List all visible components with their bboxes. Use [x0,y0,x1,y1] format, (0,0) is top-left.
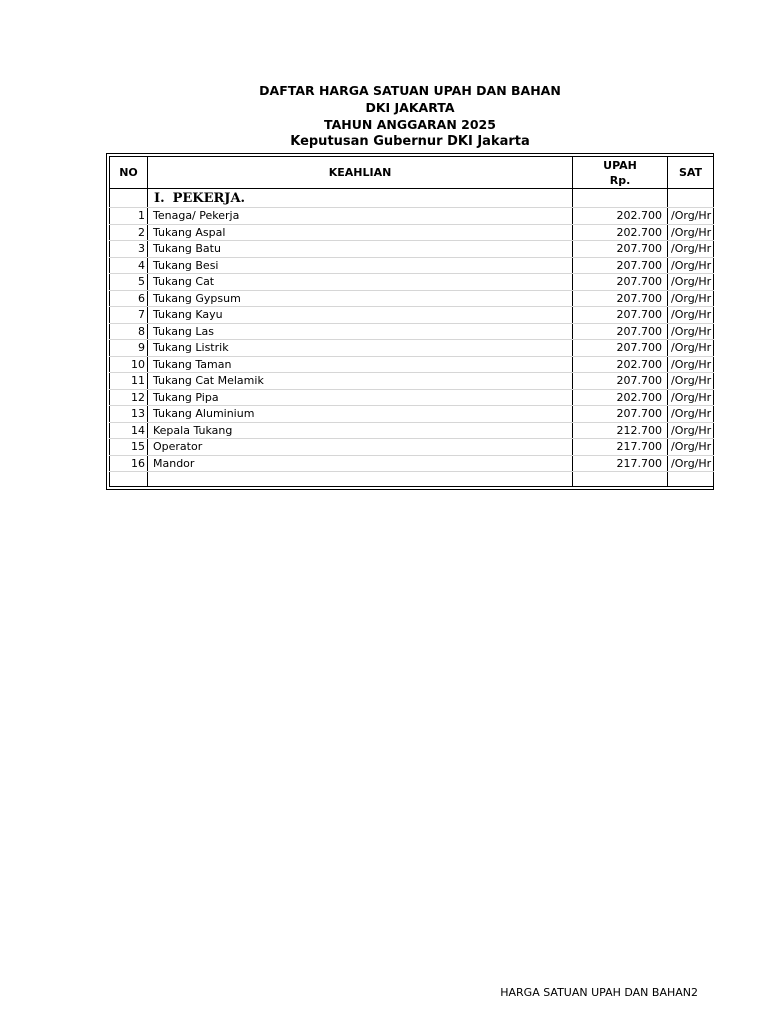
cell-upah: 217.700 [573,439,668,456]
table-header-row [110,157,714,189]
cell-sat: /Org/Hr [668,422,714,439]
table-row [110,208,714,225]
cell-keahlian: Tukang Batu [148,241,573,258]
cell-no: 3 [110,241,148,258]
cell-no: 5 [110,274,148,291]
cell-no: 2 [110,224,148,241]
cell-keahlian: Tukang Aluminium [148,406,573,423]
column-header-keahlian: KEAHLIAN [148,157,573,189]
table-row [110,406,714,423]
cell-no: 1 [110,208,148,225]
cell-sat: /Org/Hr [668,208,714,225]
cell-upah: 202.700 [573,208,668,225]
section-number: I. [154,190,165,206]
section-title [148,189,573,208]
cell-upah: 207.700 [573,323,668,340]
wage-table-frame [106,153,714,490]
cell-no: 13 [110,406,148,423]
cell-sat: /Org/Hr [668,389,714,406]
table-row [110,290,714,307]
cell-upah: 217.700 [573,455,668,472]
cell-sat: /Org/Hr [668,406,714,423]
cell-sat: /Org/Hr [668,307,714,324]
table-row [110,224,714,241]
table-row [110,439,714,456]
cell-sat: /Org/Hr [668,274,714,291]
cell-upah: 207.700 [573,307,668,324]
cell-keahlian: Tukang Kayu [148,307,573,324]
cell-upah: 207.700 [573,241,668,258]
table-empty-row [110,472,714,487]
cell-upah: 207.700 [573,373,668,390]
table-row [110,422,714,439]
cell-keahlian: Tukang Aspal [148,224,573,241]
table-row [110,389,714,406]
column-header-upah [573,157,668,189]
cell-no: 16 [110,455,148,472]
cell-keahlian: Tukang Pipa [148,389,573,406]
column-header-upah-unit: Rp. [609,173,631,187]
cell-upah: 207.700 [573,290,668,307]
table-row [110,274,714,291]
cell-keahlian: Tukang Cat [148,274,573,291]
page-footer: HARGA SATUAN UPAH DAN BAHAN2 [500,986,698,999]
cell-no: 9 [110,340,148,357]
cell-sat: /Org/Hr [668,455,714,472]
table-row [110,241,714,258]
cell-sat: /Org/Hr [668,323,714,340]
title-line-1: DAFTAR HARGA SATUAN UPAH DAN BAHAN [259,83,561,98]
cell-keahlian: Tukang Las [148,323,573,340]
cell-sat: /Org/Hr [668,241,714,258]
table-row [110,340,714,357]
cell-upah: 207.700 [573,274,668,291]
cell-upah: 202.700 [573,224,668,241]
section-row [110,189,714,208]
section-label: PEKERJA. [172,190,246,206]
table-row [110,257,714,274]
cell-keahlian: Tukang Taman [148,356,573,373]
document-title-block [106,82,714,150]
table-row [110,323,714,340]
cell-sat: /Org/Hr [668,439,714,456]
cell-keahlian: Tukang Listrik [148,340,573,357]
cell-no: 7 [110,307,148,324]
cell-upah: 207.700 [573,340,668,357]
cell-no: 15 [110,439,148,456]
cell-no: 11 [110,373,148,390]
cell-sat: /Org/Hr [668,340,714,357]
wage-table [109,156,714,487]
title-line-3: TAHUN ANGGARAN 2025 [324,117,496,132]
cell-no: 6 [110,290,148,307]
cell-upah: 212.700 [573,422,668,439]
cell-no: 12 [110,389,148,406]
cell-keahlian: Operator [148,439,573,456]
table-row [110,307,714,324]
cell-keahlian: Mandor [148,455,573,472]
cell-sat: /Org/Hr [668,356,714,373]
cell-keahlian: Tukang Cat Melamik [148,373,573,390]
cell-keahlian: Tukang Besi [148,257,573,274]
cell-upah: 202.700 [573,356,668,373]
title-line-4: Keputusan Gubernur DKI Jakarta [290,134,530,149]
cell-no: 8 [110,323,148,340]
cell-no: 4 [110,257,148,274]
cell-upah: 202.700 [573,389,668,406]
cell-upah: 207.700 [573,406,668,423]
column-header-upah-label: UPAH [603,158,637,172]
title-line-2: DKI JAKARTA [365,100,455,115]
cell-sat: /Org/Hr [668,257,714,274]
table-row [110,356,714,373]
table-row [110,373,714,390]
cell-sat: /Org/Hr [668,224,714,241]
cell-no: 14 [110,422,148,439]
cell-keahlian: Kepala Tukang [148,422,573,439]
cell-sat: /Org/Hr [668,373,714,390]
cell-no: 10 [110,356,148,373]
table-row [110,455,714,472]
cell-upah: 207.700 [573,257,668,274]
cell-keahlian: Tukang Gypsum [148,290,573,307]
cell-sat: /Org/Hr [668,290,714,307]
column-header-sat: SAT [668,157,714,189]
cell-keahlian: Tenaga/ Pekerja [148,208,573,225]
column-header-no: NO [110,157,148,189]
